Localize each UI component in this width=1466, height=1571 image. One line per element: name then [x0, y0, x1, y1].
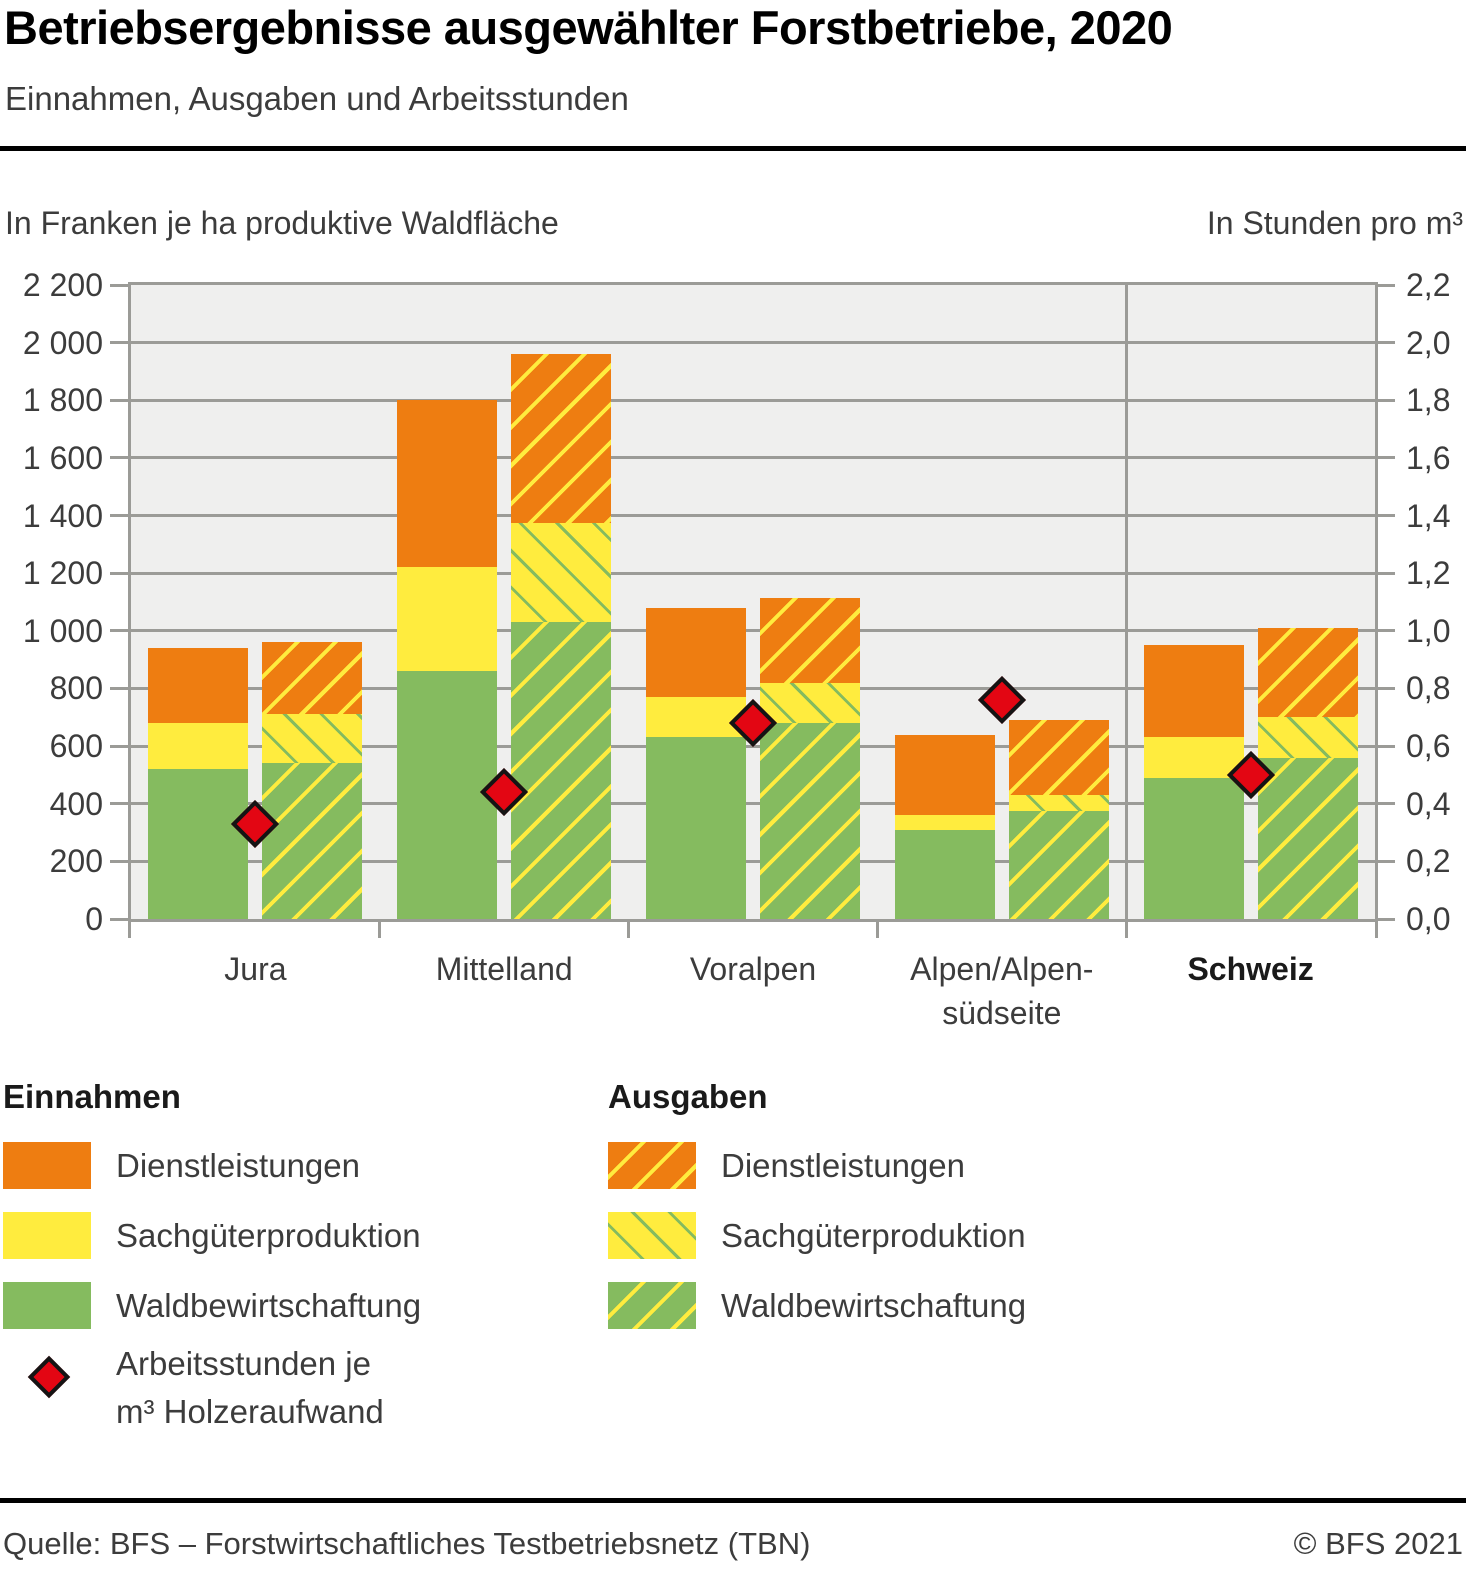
- left-axis-title: In Franken je ha produktive Waldfläche: [5, 205, 559, 241]
- y-tick-left: [110, 572, 130, 575]
- bar-segment-ausgaben: [760, 683, 860, 723]
- gridline: [131, 572, 1375, 575]
- x-boundary-tick: [378, 922, 381, 938]
- category-label: Alpen/Alpen- südseite: [910, 951, 1094, 1031]
- y-tick-right: [1375, 629, 1395, 632]
- y-tick-right: [1375, 572, 1395, 575]
- legend-row-einnahmen-sachgueterproduktion: [3, 1212, 421, 1259]
- bar-segment-ausgaben: [1009, 811, 1109, 919]
- y-tick-label-left: 200: [49, 843, 103, 880]
- y-tick-right: [1375, 745, 1395, 748]
- y-tick-label-right: 0,4: [1406, 785, 1451, 822]
- gridline: [131, 456, 1375, 459]
- y-tick-left: [110, 629, 130, 632]
- y-tick-left: [110, 918, 130, 921]
- y-tick-left: [110, 284, 130, 287]
- x-boundary-tick: [627, 922, 630, 938]
- y-tick-left: [110, 745, 130, 748]
- bar-segment-einnahmen: [646, 697, 746, 737]
- schweiz-separator-line: [1125, 285, 1128, 938]
- category-label: Voralpen: [689, 951, 817, 987]
- y-tick-label-left: 0: [85, 901, 103, 937]
- bar-segment-ausgaben: [262, 642, 362, 714]
- legend-label: Waldbewirtschaftung: [721, 1286, 1027, 1324]
- swatch-orange-solid: [3, 1142, 91, 1189]
- chart-title: Betriebsergebnisse ausgewählter Forstbetriebe, 2020: [4, 1, 1173, 54]
- bar-segment-einnahmen: [397, 567, 497, 671]
- diamond-marker: [978, 676, 1026, 724]
- x-boundary-tick: [876, 922, 879, 938]
- y-tick-left: [110, 341, 130, 344]
- right-axis-title: In Stunden pro m³: [1206, 205, 1463, 241]
- bar-segment-einnahmen: [148, 769, 248, 919]
- bar-segment-einnahmen: [148, 648, 248, 723]
- footer-divider: [0, 1498, 1466, 1503]
- swatch-green-solid: [3, 1282, 91, 1329]
- y-tick-left: [110, 514, 130, 517]
- bar-segment-einnahmen: [895, 735, 995, 816]
- legend-einnahmen: [3, 1078, 421, 1352]
- y-tick-left: [110, 399, 130, 402]
- bar-segment-einnahmen: [895, 830, 995, 919]
- y-tick-label-right: 0,2: [1406, 843, 1451, 880]
- swatch-yellow-hatched: [608, 1212, 696, 1259]
- category-label: Schweiz: [1187, 951, 1314, 987]
- gridline: [131, 341, 1375, 344]
- bar-segment-ausgaben: [1258, 628, 1358, 717]
- footer: [3, 1526, 1463, 1562]
- plot-frame-left: [128, 282, 131, 938]
- legend-label: Sachgüterproduktion: [721, 1216, 1026, 1254]
- y-tick-label-right: 2,0: [1406, 324, 1451, 361]
- header-divider: [0, 146, 1466, 151]
- legend-label: Sachgüterproduktion: [116, 1216, 421, 1254]
- copyright-note: © BFS 2021: [1293, 1526, 1463, 1561]
- swatch-orange-hatched: [608, 1142, 696, 1189]
- axis-title-row: [5, 205, 1463, 242]
- y-tick-left: [110, 687, 130, 690]
- y-tick-right: [1375, 514, 1395, 517]
- bar-segment-ausgaben: [760, 598, 860, 683]
- bar-segment-ausgaben: [1258, 758, 1358, 919]
- y-tick-label-left: 1 800: [22, 382, 103, 419]
- y-tick-label-left: 600: [49, 728, 103, 765]
- bar-segment-einnahmen: [1144, 645, 1244, 737]
- y-tick-label-left: 1 400: [22, 497, 103, 534]
- y-tick-right: [1375, 456, 1395, 459]
- bar-segment-einnahmen: [646, 737, 746, 919]
- y-tick-label-right: 0,0: [1406, 901, 1451, 937]
- y-tick-right: [1375, 284, 1395, 287]
- y-tick-label-right: 1,2: [1406, 555, 1451, 592]
- y-tick-label-left: 800: [49, 670, 103, 707]
- legend-row-ausgaben-sachgueterproduktion: [608, 1212, 1026, 1259]
- y-tick-left: [110, 802, 130, 805]
- y-tick-right: [1375, 341, 1395, 344]
- bar-segment-ausgaben: [262, 763, 362, 919]
- legend-label: Dienstleistungen: [116, 1146, 360, 1184]
- bar-segment-ausgaben: [511, 622, 611, 919]
- y-tick-label-right: 1,6: [1406, 439, 1451, 476]
- y-tick-label-right: 0,8: [1406, 670, 1451, 707]
- bar-segment-einnahmen: [397, 400, 497, 567]
- y-tick-label-right: 1,8: [1406, 382, 1451, 419]
- y-tick-label-left: 1 200: [22, 555, 103, 592]
- category-label: Jura: [224, 951, 287, 987]
- legend-label: Dienstleistungen: [721, 1146, 965, 1184]
- y-tick-right: [1375, 802, 1395, 805]
- bar-segment-ausgaben: [511, 354, 611, 523]
- y-tick-label-left: 2 200: [22, 267, 103, 303]
- y-tick-label-right: 0,6: [1406, 728, 1451, 765]
- y-tick-label-left: 400: [49, 785, 103, 822]
- gridline: [131, 399, 1375, 402]
- legend-row-einnahmen-dienstleistungen: [3, 1142, 421, 1189]
- plot-frame-right: [1375, 282, 1378, 938]
- y-tick-label-left: 2 000: [22, 324, 103, 361]
- plot-frame-top: [128, 282, 1378, 285]
- swatch-green-hatched: [608, 1282, 696, 1329]
- y-tick-label-right: 2,2: [1406, 267, 1451, 303]
- category-label: Mittelland: [435, 951, 573, 987]
- y-tick-left: [110, 860, 130, 863]
- y-tick-right: [1375, 399, 1395, 402]
- chart-subtitle: Einnahmen, Ausgaben und Arbeitsstunden: [5, 80, 629, 117]
- y-tick-right: [1375, 860, 1395, 863]
- source-note: Quelle: BFS – Forstwirtschaftliches Testbetriebsnetz (TBN): [3, 1526, 811, 1561]
- y-tick-right: [1375, 687, 1395, 690]
- plot-frame-bottom: [128, 919, 1378, 922]
- legend-einnahmen-header: Einnahmen: [3, 1078, 181, 1115]
- y-tick-left: [110, 456, 130, 459]
- legend-label: Waldbewirtschaftung: [116, 1286, 422, 1324]
- y-tick-label-right: 1,4: [1406, 497, 1451, 534]
- swatch-yellow-solid: [3, 1212, 91, 1259]
- bar-segment-einnahmen: [895, 815, 995, 829]
- legend-label-arbeitsstunden: Arbeitsstunden je m³ Holzeraufwand: [116, 1345, 384, 1430]
- legend-row-arbeitsstunden: [3, 1340, 384, 1436]
- bar-segment-ausgaben: [511, 523, 611, 622]
- legend-row-ausgaben-waldbewirtschaftung: [608, 1282, 1026, 1329]
- bar-segment-einnahmen: [646, 608, 746, 697]
- gridline: [131, 514, 1375, 517]
- legend-row-einnahmen-waldbewirtschaftung: [3, 1282, 421, 1329]
- legend-ausgaben: [608, 1078, 1026, 1352]
- bar-segment-ausgaben: [1258, 717, 1358, 757]
- diamond-marker-icon: [3, 1340, 91, 1436]
- y-tick-label-left: 1 000: [22, 612, 103, 649]
- plot-area: [22, 267, 1451, 1031]
- y-tick-label-left: 1 600: [22, 439, 103, 476]
- gridline: [131, 629, 1375, 632]
- legend-ausgaben-header: Ausgaben: [608, 1078, 768, 1115]
- bar-segment-einnahmen: [148, 723, 248, 769]
- legend-row-ausgaben-dienstleistungen: [608, 1142, 1026, 1189]
- bar-segment-ausgaben: [1009, 795, 1109, 811]
- bar-segment-ausgaben: [1009, 720, 1109, 795]
- y-tick-label-right: 1,0: [1406, 612, 1451, 649]
- bar-segment-ausgaben: [760, 723, 860, 919]
- bar-segment-einnahmen: [1144, 778, 1244, 919]
- bar-segment-ausgaben: [262, 714, 362, 763]
- y-tick-right: [1375, 918, 1395, 921]
